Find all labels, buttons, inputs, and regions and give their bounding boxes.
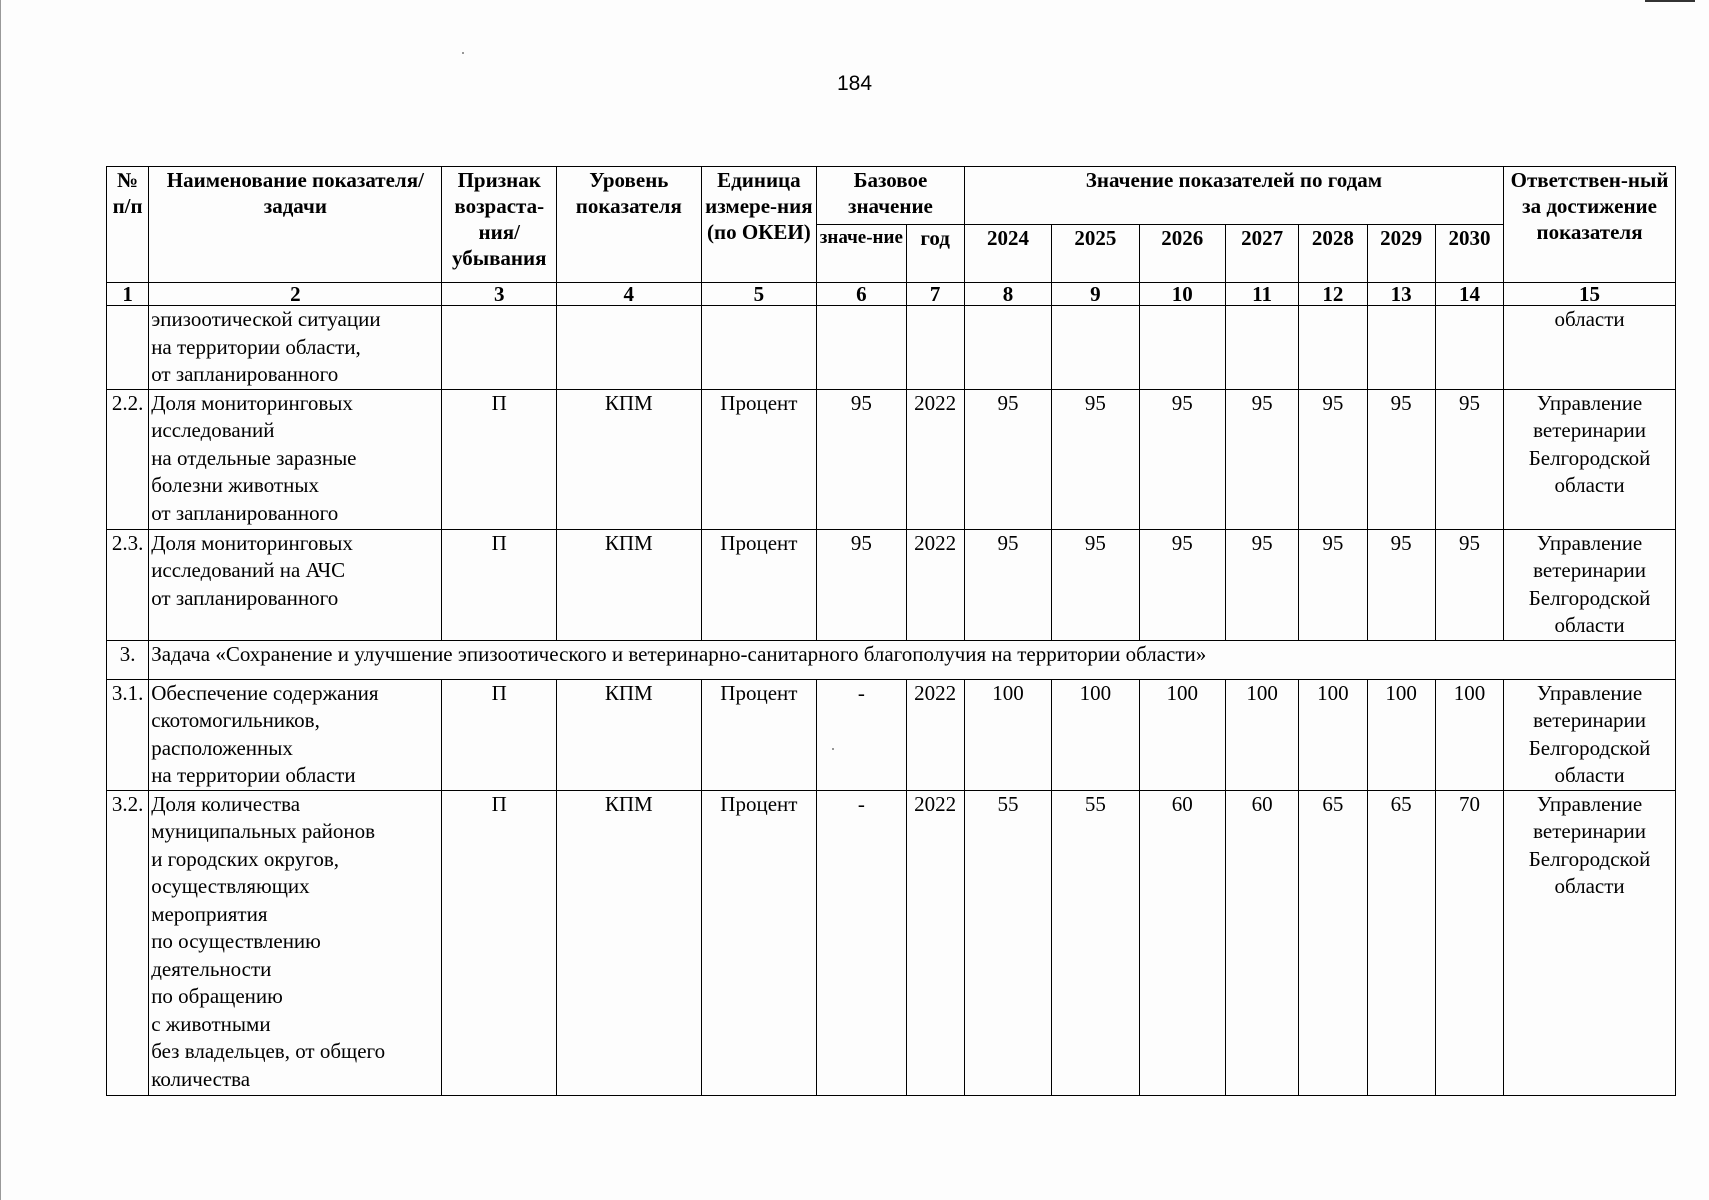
year-value-cell: 95	[1139, 389, 1225, 529]
indicator-row	[107, 679, 1676, 790]
sign-cell: П	[442, 389, 557, 529]
column-number: 5	[701, 283, 817, 306]
sign-cell	[442, 306, 557, 390]
year-value-cell: 100	[964, 679, 1051, 790]
base-value-cell: 95	[817, 389, 906, 529]
header-level: Уровень показателя	[556, 167, 701, 283]
indicator-name: Обеспечение содержания скотомогильников, расположенных на территории области	[149, 679, 442, 790]
base-year-cell: 2022	[906, 790, 964, 1095]
responsible-cell: Управление ветеринарии Белгородской области	[1504, 529, 1676, 640]
unit-cell: Процент	[701, 679, 817, 790]
year-value-cell	[1139, 306, 1225, 390]
year-value-cell: 95	[1367, 389, 1435, 529]
level-cell: КПМ	[556, 679, 701, 790]
header-year: 2026	[1139, 225, 1225, 283]
table-body-after-task	[107, 679, 1676, 1095]
column-number: 7	[906, 283, 964, 306]
year-value-cell: 60	[1225, 790, 1298, 1095]
responsible-cell: Управление ветеринарии Белгородской области	[1504, 389, 1676, 529]
column-number: 8	[964, 283, 1051, 306]
unit-cell: Процент	[701, 790, 817, 1095]
column-number: 10	[1139, 283, 1225, 306]
column-number: 6	[817, 283, 906, 306]
scan-top-rule	[1645, 0, 1695, 2]
row-number: 3.1.	[107, 679, 149, 790]
base-value-cell: -	[817, 790, 906, 1095]
indicators-table	[106, 166, 1676, 1096]
row-number: 3.2.	[107, 790, 149, 1095]
header-base-value: значе-ние	[817, 225, 906, 283]
scan-speck	[462, 52, 464, 54]
responsible-cell: Управление ветеринарии Белгородской области	[1504, 679, 1676, 790]
base-year-cell: 2022	[906, 529, 964, 640]
responsible-cell: области	[1504, 306, 1676, 390]
header-name: Наименование показателя/задачи	[149, 167, 442, 283]
indicator-row	[107, 529, 1676, 640]
indicator-row	[107, 306, 1676, 390]
sign-cell: П	[442, 790, 557, 1095]
year-value-cell	[1299, 306, 1367, 390]
header-year: 2025	[1052, 225, 1139, 283]
table-header	[107, 167, 1676, 306]
task-text: Задача «Сохранение и улучшение эпизоотического и ветеринарно-санитарного благополучия на территории области»	[149, 640, 1676, 679]
column-number: 2	[149, 283, 442, 306]
year-value-cell: 55	[1052, 790, 1139, 1095]
task-row	[107, 640, 1676, 679]
year-value-cell: 95	[1299, 529, 1367, 640]
year-value-cell: 95	[1225, 389, 1298, 529]
indicator-name: Доля мониторинговых исследований на отдельные заразные болезни животных от запланированного	[149, 389, 442, 529]
indicator-row	[107, 790, 1676, 1095]
column-number: 4	[556, 283, 701, 306]
row-number	[107, 306, 149, 390]
column-number: 11	[1225, 283, 1298, 306]
year-value-cell: 100	[1299, 679, 1367, 790]
base-value-cell: -	[817, 679, 906, 790]
year-value-cell	[1435, 306, 1503, 390]
table-body-before-task	[107, 306, 1676, 641]
year-value-cell: 65	[1367, 790, 1435, 1095]
year-value-cell: 95	[1225, 529, 1298, 640]
header-base-year: год	[906, 225, 964, 283]
year-value-cell: 70	[1435, 790, 1503, 1095]
unit-cell: Процент	[701, 389, 817, 529]
scan-left-edge	[0, 0, 1, 1200]
base-year-cell: 2022	[906, 389, 964, 529]
page-number: 184	[836, 72, 873, 95]
year-value-cell: 100	[1139, 679, 1225, 790]
year-value-cell	[1052, 306, 1139, 390]
column-number: 13	[1367, 283, 1435, 306]
header-num: № п/п	[107, 167, 149, 283]
level-cell: КПМ	[556, 790, 701, 1095]
row-number: 2.3.	[107, 529, 149, 640]
year-value-cell: 65	[1299, 790, 1367, 1095]
table-body-task	[107, 640, 1676, 679]
sign-cell: П	[442, 679, 557, 790]
indicator-name: эпизоотической ситуации на территории области, от запланированного	[149, 306, 442, 390]
column-number: 15	[1504, 283, 1676, 306]
year-value-cell: 100	[1052, 679, 1139, 790]
year-value-cell: 95	[964, 389, 1051, 529]
year-value-cell: 100	[1367, 679, 1435, 790]
base-year-cell	[906, 306, 964, 390]
base-year-cell: 2022	[906, 679, 964, 790]
year-value-cell: 95	[1367, 529, 1435, 640]
indicator-name: Доля мониторинговых исследований на АЧС от запланированного	[149, 529, 442, 640]
header-row	[107, 167, 1676, 225]
column-number: 1	[107, 283, 149, 306]
header-year: 2029	[1367, 225, 1435, 283]
year-value-cell: 95	[1139, 529, 1225, 640]
header-year: 2028	[1299, 225, 1367, 283]
column-number: 9	[1052, 283, 1139, 306]
indicator-name: Доля количества муниципальных районов и городских округов, осуществляющих мероприятия по осуществлению деятельности по обращению с животными без владельцев, от общего количества	[149, 790, 442, 1095]
unit-cell: Процент	[701, 529, 817, 640]
indicator-row	[107, 389, 1676, 529]
year-value-cell: 95	[1435, 389, 1503, 529]
base-value-cell	[817, 306, 906, 390]
year-value-cell: 95	[1435, 529, 1503, 640]
level-cell	[556, 306, 701, 390]
year-value-cell	[1367, 306, 1435, 390]
column-number: 3	[442, 283, 557, 306]
header-responsible: Ответствен-ный за достижение показателя	[1504, 167, 1676, 283]
responsible-cell: Управление ветеринарии Белгородской области	[1504, 790, 1676, 1095]
level-cell: КПМ	[556, 389, 701, 529]
year-value-cell: 100	[1435, 679, 1503, 790]
column-number: 14	[1435, 283, 1503, 306]
header-sign: Признак возраста-ния/ убывания	[442, 167, 557, 283]
year-value-cell: 95	[1299, 389, 1367, 529]
year-value-cell: 100	[1225, 679, 1298, 790]
level-cell: КПМ	[556, 529, 701, 640]
year-value-cell: 60	[1139, 790, 1225, 1095]
year-value-cell	[964, 306, 1051, 390]
year-value-cell: 55	[964, 790, 1051, 1095]
sign-cell: П	[442, 529, 557, 640]
year-value-cell	[1225, 306, 1298, 390]
year-value-cell: 95	[1052, 529, 1139, 640]
column-number-row	[107, 283, 1676, 306]
row-number: 2.2.	[107, 389, 149, 529]
header-year: 2024	[964, 225, 1051, 283]
header-by-years: Значение показателей по годам	[964, 167, 1503, 225]
unit-cell	[701, 306, 817, 390]
header-year: 2030	[1435, 225, 1503, 283]
header-unit: Единица измере-ния (по ОКЕИ)	[701, 167, 817, 283]
task-number: 3.	[107, 640, 149, 679]
year-value-cell: 95	[964, 529, 1051, 640]
base-value-cell: 95	[817, 529, 906, 640]
header-base: Базовое значение	[817, 167, 965, 225]
header-year: 2027	[1225, 225, 1298, 283]
column-number: 12	[1299, 283, 1367, 306]
year-value-cell: 95	[1052, 389, 1139, 529]
